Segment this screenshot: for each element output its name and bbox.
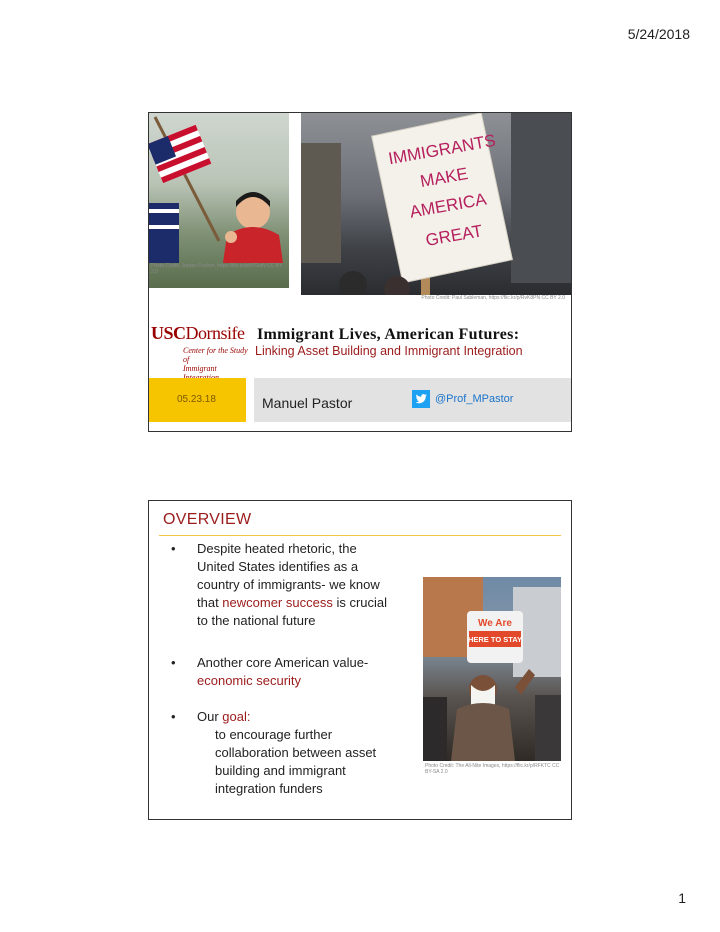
photo-credit-right: Photo Credit: Paul Sableman, https://flic.kr/p/RvK8PN CC BY 2.0 bbox=[421, 295, 565, 301]
protest-sign-photo bbox=[301, 113, 571, 295]
header-date: 5/24/2018 bbox=[627, 26, 690, 42]
twitter-icon bbox=[412, 390, 430, 408]
rally-photo bbox=[423, 577, 561, 761]
slide-title: Immigrant Lives, American Futures: bbox=[257, 326, 520, 343]
twitter-handle: @Prof_MPastor bbox=[435, 393, 514, 405]
highlight-goal: goal: bbox=[222, 709, 251, 724]
rally-sign-line-2: HERE TO STAY bbox=[467, 635, 523, 644]
overview-heading: OVERVIEW bbox=[163, 511, 252, 528]
rally-sign-line-1: We Are bbox=[478, 618, 512, 629]
overview-slide: OVERVIEW • Despite heated rhetoric, the United States identifies as a country of immigrants- we know that newcomer success is crucial to the national future • Another core American value- economic security • Our goal: to encourage further collaboration between asset building and immigrant integration funders We Are HERE TO STAY Photo Credit: The All-Nite Images, https://flic.kr/p/RFKTC CC BY-SA 2.0 bbox=[148, 500, 572, 820]
child-with-flag-photo bbox=[149, 113, 289, 288]
usc-dornsife-logo: USCDornsife Center for the Study of Immigrant bbox=[151, 323, 248, 373]
sign-line-4: GREAT bbox=[424, 221, 484, 250]
presentation-date: 05.23.18 bbox=[177, 394, 216, 405]
sign-line-1: IMMIGRANTS bbox=[386, 130, 498, 169]
photo-credit-left: Photo Credit: Jordan Fischer, https://flic.kr/p/rPGiaN CC BY 2.0 bbox=[151, 263, 283, 275]
sign-line-3: AMERICA bbox=[408, 189, 488, 222]
presenter-name: Manuel Pastor bbox=[262, 395, 353, 411]
page-number: 1 bbox=[678, 890, 686, 906]
heading-divider bbox=[159, 535, 561, 536]
date-badge bbox=[149, 378, 246, 422]
sign-line-2: MAKE bbox=[418, 164, 470, 192]
highlight-newcomer-success: newcomer success bbox=[222, 595, 333, 610]
highlight-economic-security: economic security bbox=[197, 673, 302, 688]
rally-photo-credit: Photo Credit: The All-Nite Images, https://flic.kr/p/RFKTC CC BY-SA 2.0 bbox=[425, 763, 560, 775]
slide-subtitle: Linking Asset Building and Immigrant Integration bbox=[255, 344, 523, 358]
title-slide bbox=[148, 112, 572, 432]
